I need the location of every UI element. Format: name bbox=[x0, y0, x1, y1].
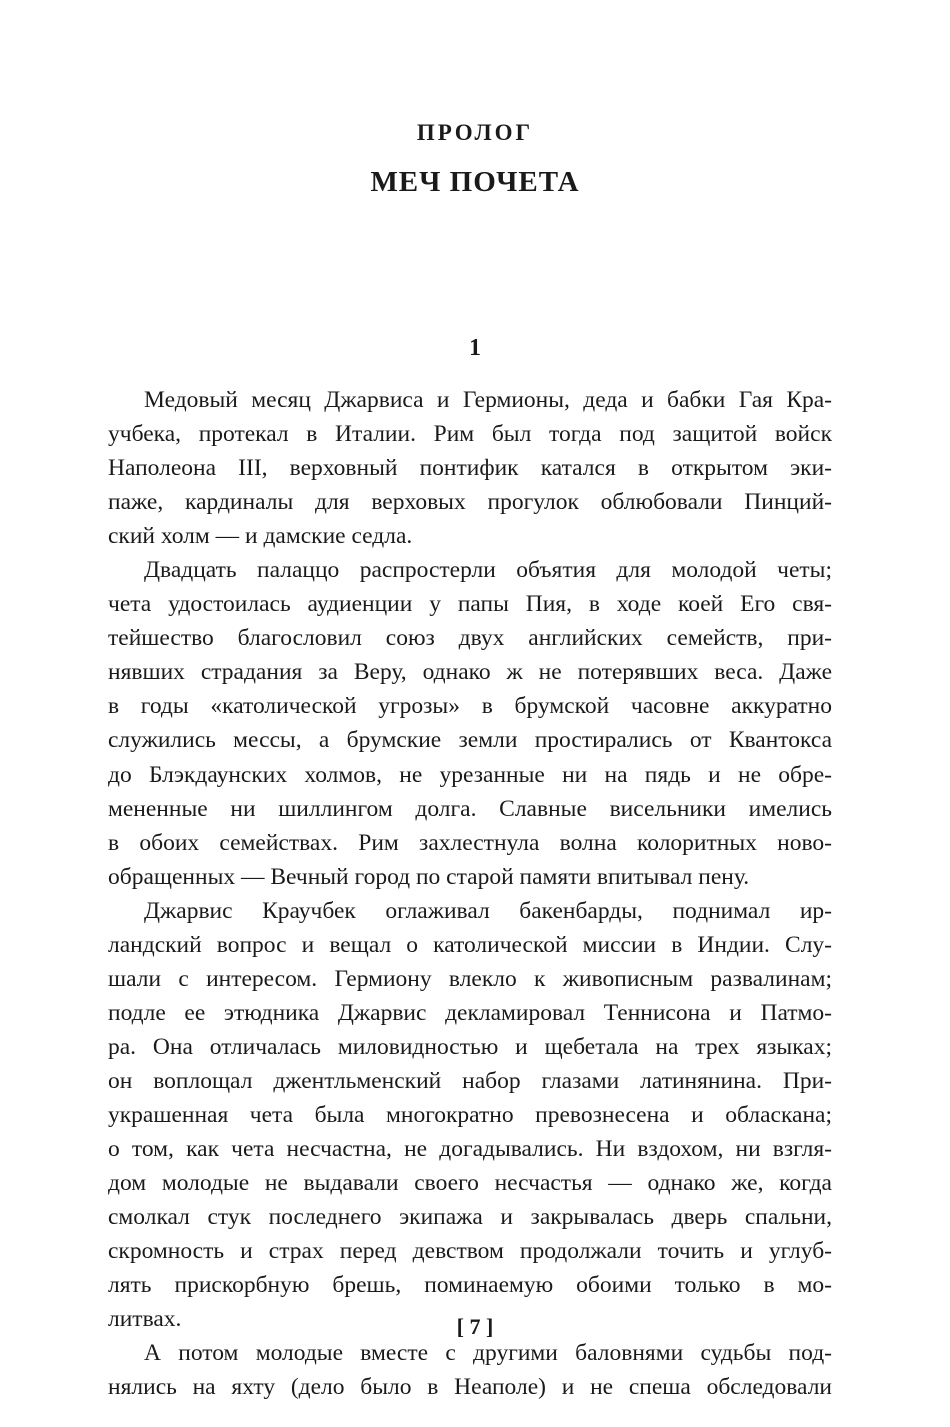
text-line: Медовый месяц Джарвиса и Гермионы, деда и бабки Гая Кра- bbox=[144, 387, 832, 413]
text-line: в обоих семействах. Рим захлестнула волна колоритных ново- bbox=[108, 829, 832, 856]
text-line: Наполеона III, верховный понтифик катался в открытом эки- bbox=[108, 455, 832, 482]
text-line: дом молодые не выдавали своего несчастья — однако же, когда bbox=[108, 1170, 832, 1197]
text-line: украшенная чета была многократно превознесена и обласкана; bbox=[108, 1101, 832, 1128]
body-text bbox=[108, 383, 832, 1404]
text-line: обращенных — Вечный город по старой памяти впитывал пену. bbox=[108, 863, 750, 890]
text-line: нялись на яхту (дело было в Неаполе) и не спеша обследовали bbox=[108, 1374, 832, 1401]
text-line: лять прискорбную брешь, поминаемую обоими только в мо- bbox=[108, 1272, 832, 1299]
text-line: скромность и страх перед девством продолжали точить и углуб- bbox=[108, 1238, 832, 1265]
text-line: ский холм — и дамские седла. bbox=[108, 523, 413, 550]
paragraph bbox=[108, 894, 832, 1337]
text-line: А потом молодые вместе с другими баловнями судьбы под- bbox=[144, 1340, 832, 1367]
text-line: литвах. bbox=[108, 1306, 182, 1333]
text-line: подле ее этюдника Джарвис декламировал Теннисона и Патмо- bbox=[108, 999, 832, 1026]
text-line: тейшество благословил союз двух английских семейств, при- bbox=[108, 625, 832, 652]
text-line: ландский вопрос и вещал о католической миссии в Индии. Слу- bbox=[108, 931, 832, 958]
text-line: паже, кардиналы для верховых прогулок облюбовали Пинций- bbox=[108, 489, 832, 516]
chapter-title: МЕЧ ПОЧЕТА bbox=[370, 166, 580, 198]
page-number: [ 7 ] bbox=[456, 1314, 494, 1339]
part-label: ПРОЛОГ bbox=[416, 120, 534, 145]
text-line: смолкал стук последнего экипажа и закрывалась дверь спальни, bbox=[108, 1204, 832, 1231]
paragraph bbox=[108, 553, 832, 893]
paragraph bbox=[108, 1336, 832, 1404]
text-line: мененные ни шиллингом долга. Славные висельники имелись bbox=[108, 795, 832, 822]
text-line: до Блэкдаунских холмов, не урезанные ни на пядь и не обре- bbox=[108, 761, 832, 788]
text-line: шали с интересом. Гермиону влекло к живописным развалинам; bbox=[108, 965, 832, 992]
text-line: о том, как чета несчастна, не догадывались. Ни вздохом, ни взгля- bbox=[108, 1136, 832, 1163]
text-line: в годы «католической угрозы» в брумской часовне аккуратно bbox=[108, 693, 832, 720]
text-line: чета удостоилась аудиенции у папы Пия, в ходе коей Его свя- bbox=[108, 591, 832, 618]
text-line: Джарвис Краучбек оглаживал бакенбарды, поднимал ир- bbox=[144, 897, 832, 924]
text-line: нявших страдания за Веру, однако ж не потерявших веса. Даже bbox=[108, 659, 832, 686]
paragraph bbox=[108, 383, 832, 553]
section-number: 1 bbox=[469, 335, 481, 361]
text-line: учбека, протекал в Италии. Рим был тогда под защитой войск bbox=[108, 421, 832, 448]
text-line: ра. Она отличалась миловидностью и щебетала на трех языках; bbox=[108, 1033, 832, 1060]
text-line: Двадцать палаццо распростерли объятия для молодой четы; bbox=[144, 557, 832, 584]
text-line: он воплощал джентльменский набор глазами латинянина. При- bbox=[108, 1067, 832, 1094]
text-line: служились мессы, а брумские земли простирались от Квантокса bbox=[108, 727, 832, 754]
